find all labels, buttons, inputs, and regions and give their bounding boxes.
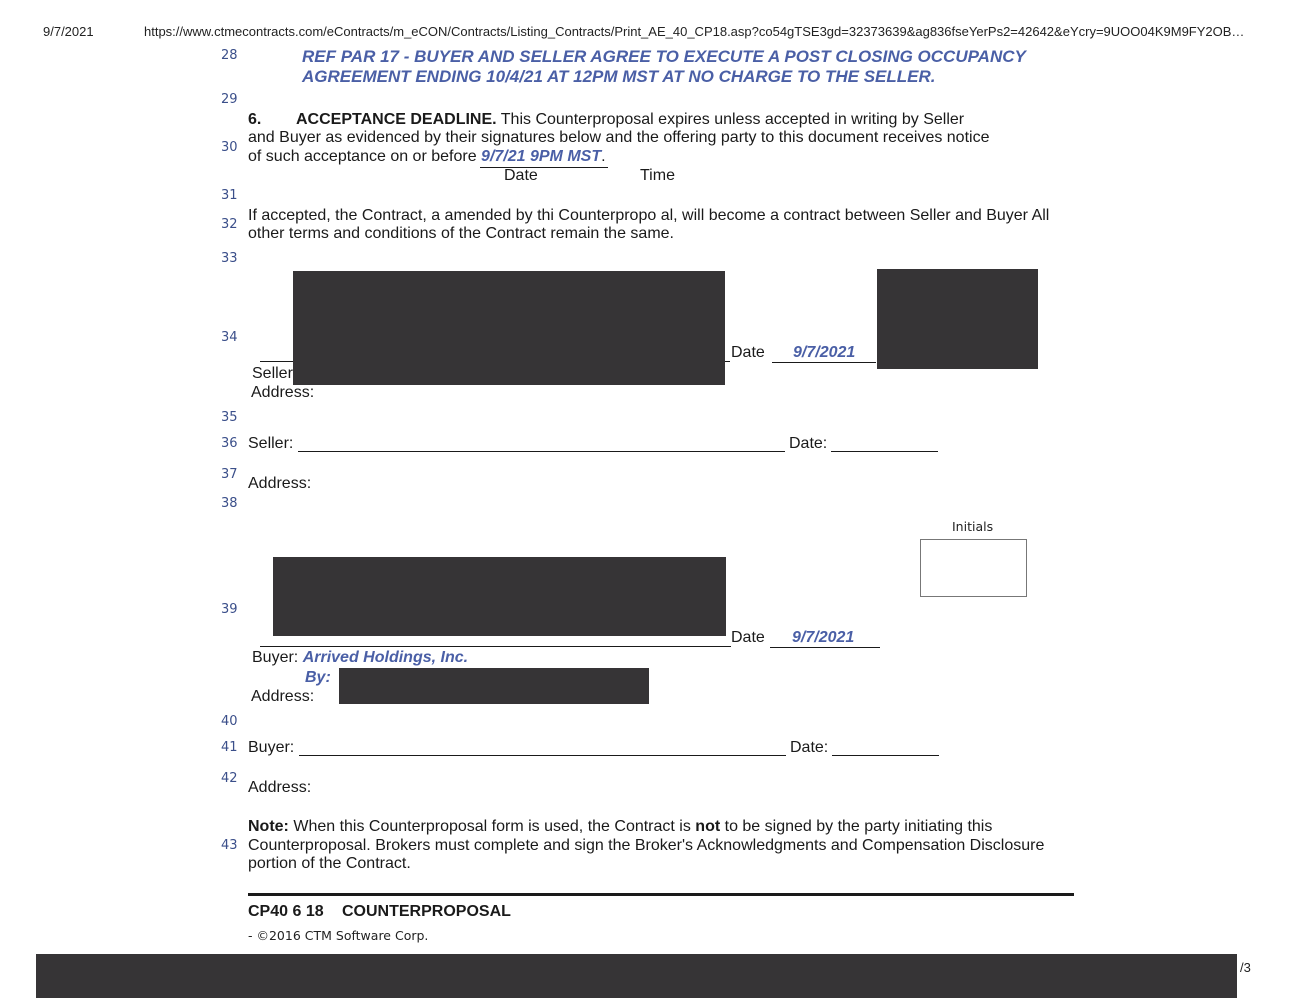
deadline-value: 9/7/21 9PM MST bbox=[481, 148, 602, 165]
buyer2-signature-line[interactable] bbox=[299, 755, 786, 756]
buyer-name-row bbox=[252, 649, 468, 667]
line-number: 31 bbox=[221, 188, 238, 203]
buyer-signature-redaction bbox=[273, 557, 726, 636]
acceptance-line1 bbox=[296, 111, 964, 129]
line-number: 30 bbox=[221, 140, 238, 155]
buyer2-address-label: Address: bbox=[248, 779, 312, 796]
deadline-time-caption: Time bbox=[640, 167, 675, 184]
seller2-label: Seller: bbox=[248, 435, 294, 452]
note-not-word: not bbox=[695, 818, 721, 835]
acceptance-heading: ACCEPTANCE DEADLINE. bbox=[296, 111, 497, 128]
acceptance-text3-suffix: . bbox=[601, 148, 606, 165]
note-line2: Counterproposal. Brokers must complete and sign the Broker's Acknowledgments and Compensation Disclosure bbox=[248, 837, 1045, 854]
line-number: 38 bbox=[221, 496, 238, 511]
note-text1a: When this Counterproposal form is used, the Contract is bbox=[288, 818, 696, 835]
line-number: 40 bbox=[221, 714, 238, 729]
acceptance-text3-prefix: of such acceptance on or before bbox=[248, 148, 482, 165]
copyright: - ©2016 CTM Software Corp. bbox=[248, 928, 429, 943]
line-number: 32 bbox=[221, 217, 238, 232]
note-text1b: to be signed by the party initiating this bbox=[720, 818, 993, 835]
line-number: 28 bbox=[221, 48, 238, 63]
accepted-clause-line1: If accepted, the Contract, a amended by thi Counterpropo al, will become a contract between Seller and Buyer All bbox=[248, 207, 1050, 224]
accepted-clause-line2: other terms and conditions of the Contract remain the same. bbox=[248, 225, 674, 242]
line-number: 36 bbox=[221, 436, 238, 451]
line-number: 43 bbox=[221, 838, 238, 853]
buyer-date-value: 9/7/2021 bbox=[792, 629, 855, 646]
acceptance-line3 bbox=[248, 148, 606, 166]
ref-par17-line2: AGREEMENT ENDING 10/4/21 AT 12PM MST AT NO CHARGE TO THE SELLER. bbox=[302, 67, 936, 86]
seller-date-value: 9/7/2021 bbox=[793, 344, 856, 361]
line-number: 42 bbox=[221, 771, 238, 786]
section-number: 6. bbox=[248, 111, 262, 128]
page-number-suffix: /3 bbox=[1240, 960, 1251, 975]
ref-par17-line1: REF PAR 17 - BUYER AND SELLER AGREE TO EXECUTE A POST CLOSING OCCUPANCY bbox=[302, 47, 1026, 66]
buyer-by-redaction bbox=[339, 668, 649, 704]
seller-date-underline bbox=[772, 362, 876, 363]
initials-label: Initials bbox=[952, 519, 994, 534]
line-number: 35 bbox=[221, 410, 238, 425]
seller-signature-redaction bbox=[293, 271, 725, 385]
buyer-date-underline bbox=[770, 647, 880, 648]
line-number: 34 bbox=[221, 330, 238, 345]
note-label: Note: bbox=[248, 818, 289, 835]
buyer2-date-line[interactable] bbox=[832, 755, 939, 756]
line-number: 33 bbox=[221, 251, 238, 266]
buyer-signature-line bbox=[260, 646, 731, 647]
seller-initials-redaction bbox=[877, 269, 1038, 369]
buyer-name: Arrived Holdings, Inc. bbox=[302, 649, 469, 666]
line-number: 37 bbox=[221, 467, 238, 482]
footer-rule bbox=[248, 893, 1074, 896]
line-number: 29 bbox=[221, 92, 238, 107]
seller-address-label: Address: bbox=[251, 384, 315, 401]
buyer-date-label: Date bbox=[731, 629, 765, 646]
note-line1 bbox=[248, 818, 992, 836]
seller2-date-line[interactable] bbox=[831, 451, 938, 452]
buyer-label: Buyer: bbox=[252, 649, 299, 666]
deadline-underline bbox=[480, 167, 608, 168]
form-name: COUNTERPROPOSAL bbox=[342, 903, 511, 920]
page-footer-redaction bbox=[36, 954, 1237, 998]
seller-date-label: Date bbox=[731, 344, 765, 361]
print-url: https://www.ctmecontracts.com/eContracts/m_eCON/Contracts/Listing_Contracts/Print_AE_40_CP18.asp?co54gTSE3gd=32373639&ag836fseYerPs2=42642&eYcry=9UOO04K9M9FY2OB… bbox=[144, 24, 1245, 39]
seller-label: Seller bbox=[252, 365, 293, 382]
acceptance-line2: and Buyer as evidenced by their signatures below and the offering party to this document receives notice bbox=[248, 129, 990, 146]
buyer2-date-label: Date: bbox=[790, 739, 829, 756]
line-number: 41 bbox=[221, 740, 238, 755]
initials-box[interactable] bbox=[920, 539, 1027, 597]
deadline-date-caption: Date bbox=[504, 167, 538, 184]
note-line3: portion of the Contract. bbox=[248, 855, 411, 872]
seller2-signature-line[interactable] bbox=[298, 451, 785, 452]
form-code: CP40 6 18 bbox=[248, 903, 324, 920]
seller2-address-label: Address: bbox=[248, 475, 312, 492]
buyer-by-label: By: bbox=[305, 669, 331, 686]
seller2-date-label: Date: bbox=[789, 435, 828, 452]
buyer2-label: Buyer: bbox=[248, 739, 295, 756]
print-date: 9/7/2021 bbox=[43, 24, 94, 39]
buyer-address-label: Address: bbox=[251, 688, 315, 705]
acceptance-text1: This Counterproposal expires unless accepted in writing by Seller bbox=[496, 111, 965, 128]
line-number: 39 bbox=[221, 602, 238, 617]
